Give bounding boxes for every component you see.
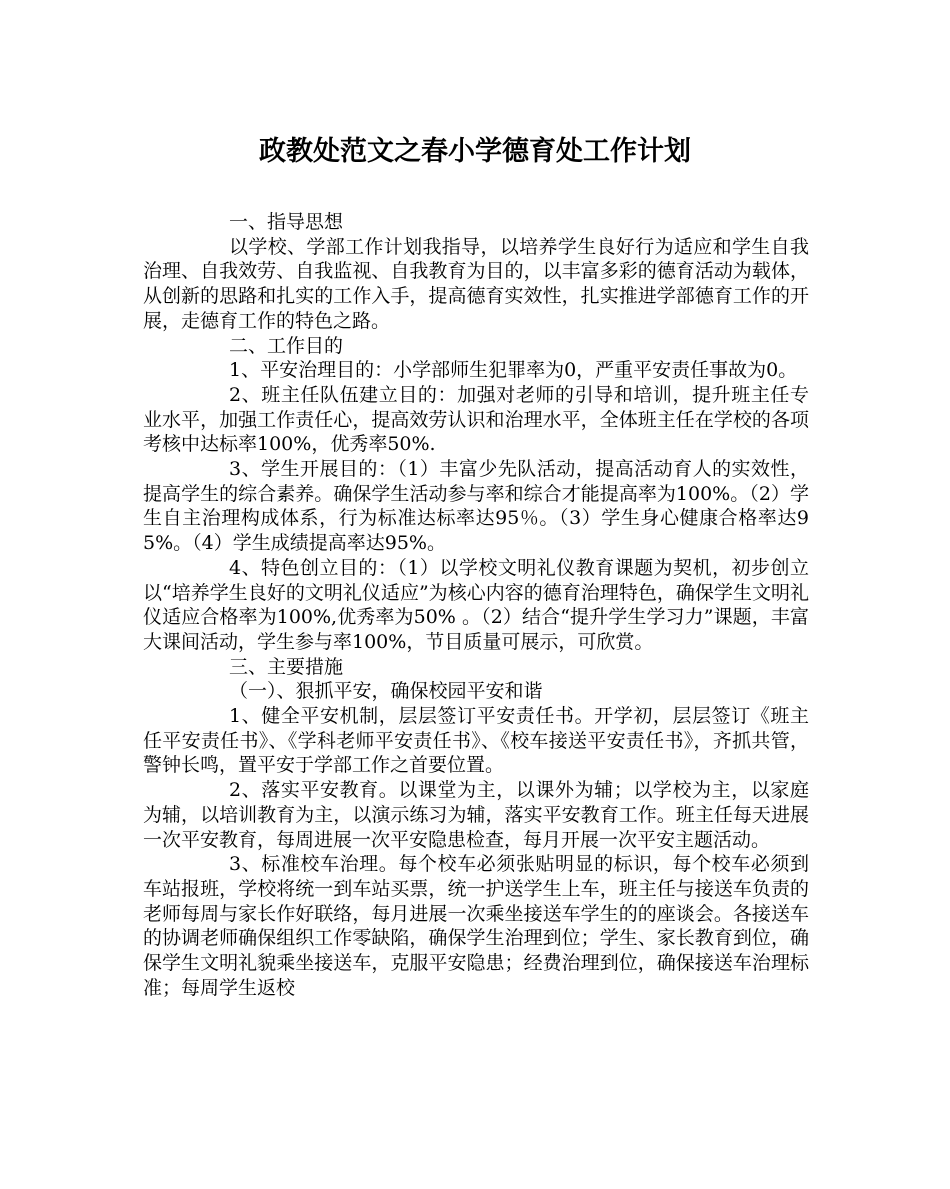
paragraph: 4、特色创立目的：（1）以学校文明礼仪教育课题为契机，初步创立以“培养学生良好的文明礼仪适应”为核心内容的德育治理特色，确保学生文明礼仪适应合格率为100%,优秀率为50% 。（2）结合“提升学生学习力”课题，丰富大课间活动，学生参与率100%，节目质量可展示，可欣赏。 <box>143 556 809 653</box>
paragraph: 3、学生开展目的：（1）丰富少先队活动，提高活动育人的实效性，提高学生的综合素养。确保学生活动参与率和综合才能提高率为100%。（2）学生自主治理构成体系，行为标准达标率达95％。（3）学生身心健康合格率达95%。（4）学生成绩提高率达95%。 <box>143 458 809 555</box>
paragraph: 2、班主任队伍建立目的：加强对老师的引导和培训，提升班主任专业水平，加强工作责任心，提高效劳认识和治理水平，全体班主任在学校的各项考核中达标率100%，优秀率50%. <box>143 383 809 456</box>
paragraph-heading-work-goals: 二、工作目的 <box>229 334 344 357</box>
paragraph: 3、标准校车治理。每个校车必须张贴明显的标识，每个校车必须到车站报班，学校将统一到车站买票，统一护送学生上车，班主任与接送车负责的老师每周与家长作好联络，每月进展一次乘坐接送车学生的的座谈会。各接送车的协调老师确保组织工作零缺陷，确保学生治理到位；学生、家长教育到位，确保学生文明礼貌乘坐接送车，克服平安隐患；经费治理到位，确保接送车治理标准；每周学生返校 <box>143 853 809 999</box>
document-body <box>143 210 809 1001</box>
paragraph: 1、平安治理目的：小学部师生犯罪率为0，严重平安责任事故为0。 <box>229 359 798 382</box>
paragraph: 以学校、学部工作计划我指导，以培养学生良好行为适应和学生自我治理、自我效劳、自我监视、自我教育为目的，以丰富多彩的德育活动为载体，从创新的思路和扎实的工作入手，提高德育实效性，扎实推进学部德育工作的开展，走德育工作的特色之路。 <box>143 235 809 332</box>
paragraph-heading-main-measures: 三、主要措施 <box>229 655 344 678</box>
paragraph-heading-guiding-thought: 一、指导思想 <box>229 211 344 233</box>
paragraph-subheading: （一）、狠抓平安，确保校园平安和谐 <box>229 680 543 703</box>
document-title: 政教处范文之春小学德育处工作计划 <box>259 136 691 167</box>
paragraph: 2、落实平安教育。以课堂为主，以课外为辅；以学校为主，以家庭为辅，以培训教育为主，以演示练习为辅，落实平安教育工作。班主任每天进展一次平安教育，每周进展一次平安隐患检查，每月开展一次平安主题活动。 <box>143 779 809 851</box>
paragraph: 1、健全平安机制，层层签订平安责任书。开学初，层层签订《班主任平安责任书》、《学科老师平安责任书》、《校车接送平安责任书》，齐抓共管，警钟长鸣，置平安于学部工作之首要位置。 <box>143 705 809 777</box>
